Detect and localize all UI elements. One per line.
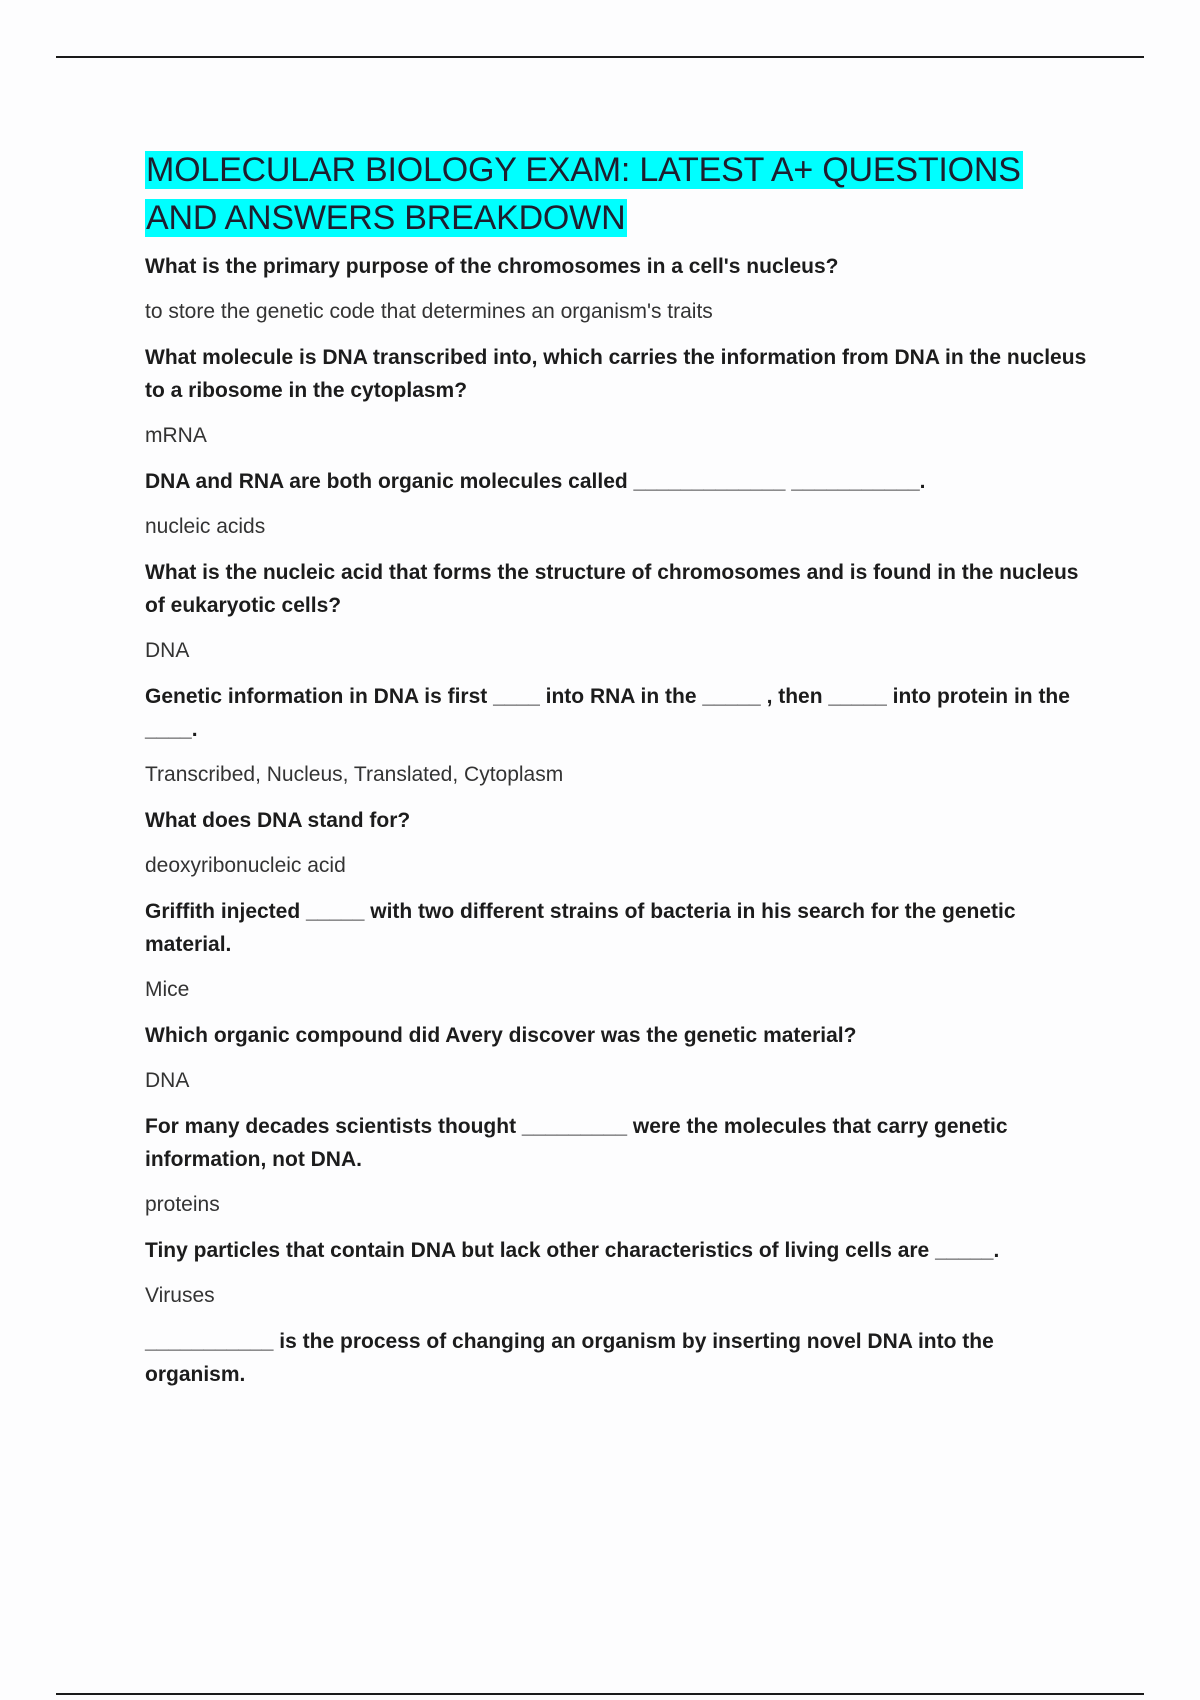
qa-item-10 — [145, 1234, 1095, 1311]
qa-item-4 — [145, 556, 1095, 666]
question-text: For many decades scientists thought _________ were the molecules that carry genetic information, not DNA. — [145, 1115, 1008, 1171]
answer-text: nucleic acids — [145, 515, 266, 538]
question-text: Genetic information in DNA is first ____ into RNA in the _____ , then _____ into protein in the ____. — [145, 685, 1070, 741]
qa-item-9 — [145, 1110, 1095, 1220]
qa-item-6 — [145, 804, 1095, 881]
question-text: What is the primary purpose of the chromosomes in a cell's nucleus? — [145, 255, 839, 278]
answer-text: DNA — [145, 639, 190, 662]
document-title-text: MOLECULAR BIOLOGY EXAM: LATEST A+ QUESTIONS AND ANSWERS BREAKDOWN — [146, 151, 1021, 237]
qa-item-2 — [145, 341, 1095, 451]
qa-item-8 — [145, 1019, 1095, 1096]
answer-text: Viruses — [145, 1284, 215, 1307]
answer-text: DNA — [145, 1069, 190, 1092]
qa-item-5 — [145, 680, 1095, 790]
qa-item-3 — [145, 465, 1095, 542]
question-text: What is the nucleic acid that forms the structure of chromosomes and is found in the nucleus of eukaryotic cells? — [145, 561, 1079, 617]
document-body — [145, 146, 1095, 1391]
answer-text: to store the genetic code that determines an organism's traits — [145, 300, 713, 323]
answer-text: mRNA — [145, 424, 207, 447]
question-text: Griffith injected _____ with two different strains of bacteria in his search for the genetic material. — [145, 900, 1016, 956]
qa-item-7 — [145, 895, 1095, 1005]
qa-item-1 — [145, 250, 1095, 327]
answer-text: Mice — [145, 978, 190, 1001]
answer-text: Transcribed, Nucleus, Translated, Cytoplasm — [145, 763, 564, 786]
footer-rule — [56, 1693, 1144, 1695]
question-text: What does DNA stand for? — [145, 809, 411, 832]
question-text: Which organic compound did Avery discover was the genetic material? — [145, 1024, 857, 1047]
qa-item-11 — [145, 1325, 1095, 1391]
answer-text: deoxyribonucleic acid — [145, 854, 346, 877]
answer-text: proteins — [145, 1193, 220, 1216]
question-text: DNA and RNA are both organic molecules called _____________ ___________. — [145, 470, 926, 493]
header-rule — [56, 56, 1144, 58]
document-title — [145, 146, 1095, 242]
question-text: What molecule is DNA transcribed into, which carries the information from DNA in the nucleus to a ribosome in the cytoplasm? — [145, 346, 1087, 402]
question-text: ___________ is the process of changing an organism by inserting novel DNA into the organism. — [145, 1330, 994, 1386]
question-text: Tiny particles that contain DNA but lack other characteristics of living cells are _____. — [145, 1239, 1000, 1262]
